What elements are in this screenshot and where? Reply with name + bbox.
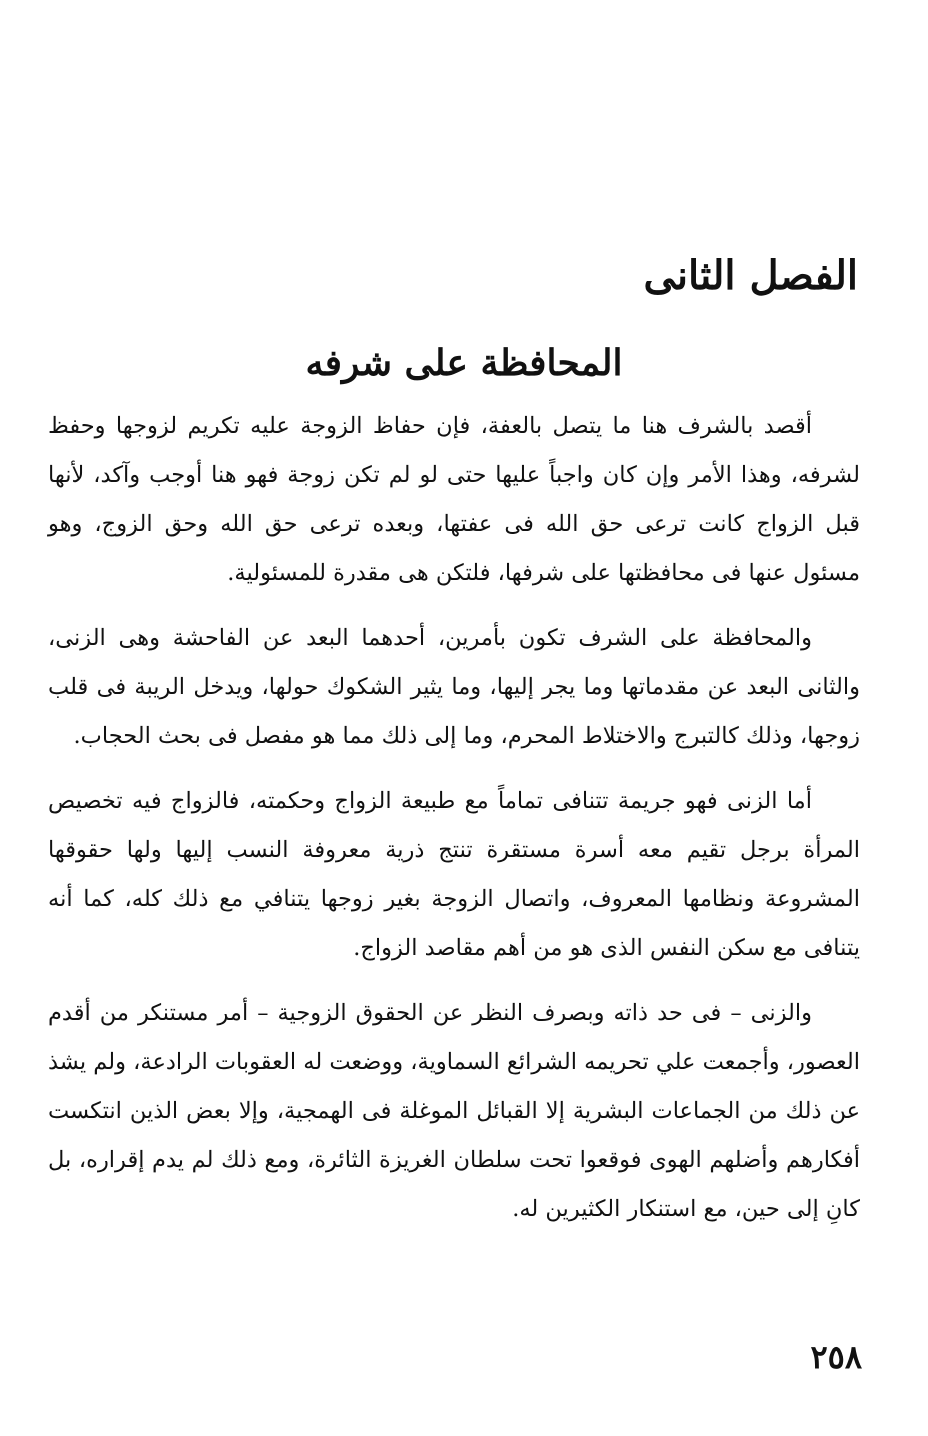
body-text: [48, 402, 860, 1250]
section-title: المحافظة على شرفه: [305, 342, 623, 384]
page-number: ٢٥٨: [810, 1338, 862, 1376]
paragraph-1: أقصد بالشرف هنا ما يتصل بالعفة، فإن حفاظ الزوجة عليه تكريم لزوجها وحفظ لشرفه، وهذا الأمر وإن كان واجباً عليها حتى لو لم تكن زوجة فهو هنا أوجب وآكد، لأنها قبل الزواج كانت ترعى حق الله فى عفتها، وبعده ترعى حق الله وحق الزوج، وهو مسئول عنها فى محافظتها على شرفها، فلتكن هى مقدرة للمسئولية.: [48, 413, 860, 586]
paragraph-2: والمحافظة على الشرف تكون بأمرين، أحدهما البعد عن الفاحشة وهى الزنى، والثانى البعد عن مقدماتها وما يجر إليها، وما يثير الشكوك حولها، ويدخل الريبة فى قلب زوجها، وذلك كالتبرج والاختلاط المحرم، وما إلى ذلك مما هو مفصل فى بحث الحجاب.: [48, 625, 860, 749]
chapter-title: الفصل الثانى: [643, 252, 858, 299]
paragraph-3: أما الزنى فهو جريمة تتنافى تماماً مع طبيعة الزواج وحكمته، فالزواج فيه تخصيص المرأة برجل تقيم معه أسرة مستقرة تنتج ذرية معروفة النسب إليها ولها حقوقها المشروعة ونظامها المعروف، واتصال الزوجة بغير زوجها يتنافي مع ذلك كله، كما أنه يتنافى مع سكن النفس الذى هو من أهم مقاصد الزواج.: [48, 788, 860, 961]
paragraph-4: والزنى – فى حد ذاته وبصرف النظر عن الحقوق الزوجية – أمر مستنكر من أقدم العصور، وأجمعت علي تحريمه الشرائع السماوية، ووضعت له العقوبات الرادعة، ولم يشذ عن ذلك من الجماعات البشرية إلا القبائل الموغلة فى الهمجية، وإلا بعض الذين انتكست أفكارهم وأضلهم الهوى فوقعوا تحت سلطان الغريزة الثائرة، ومع ذلك لم يدم إقراره، بل كانِ إلى حين، مع استنكار الكثيرين له.: [48, 1000, 860, 1222]
